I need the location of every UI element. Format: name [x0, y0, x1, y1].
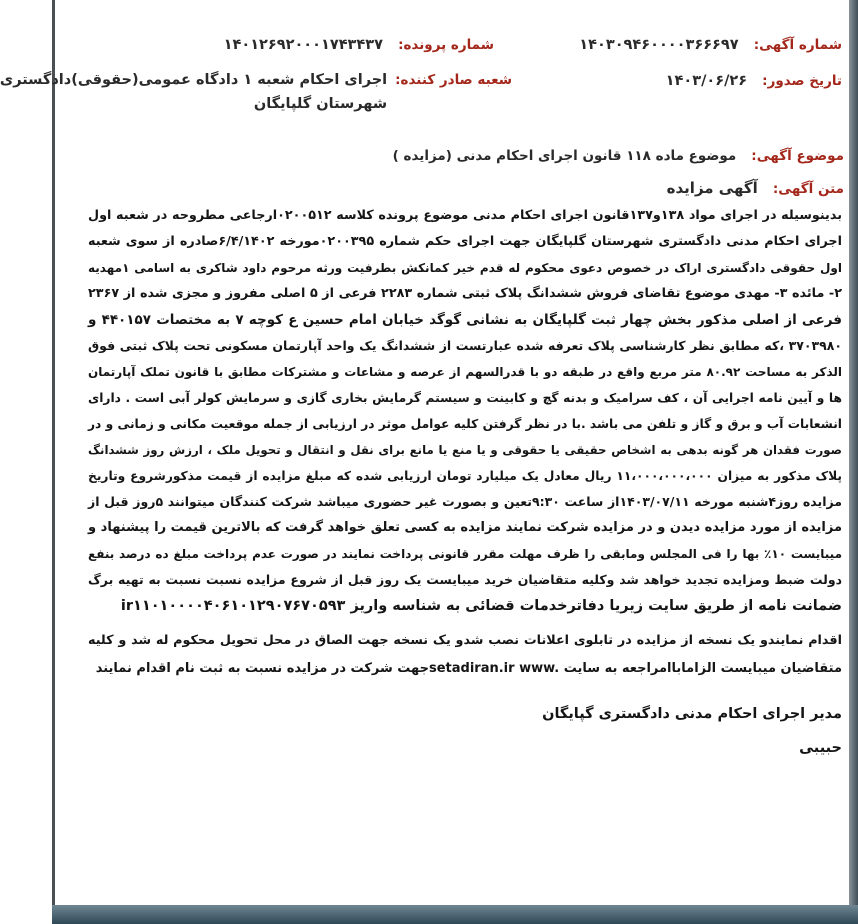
closing-line: اقدام نمایندو یک نسخه از مزایده در تابلوی اعلانات نصب شدو یک نسخه جهت الصاق در محل تحویل محکوم له شد و کلیه [88, 633, 842, 648]
notice-text-label: متن آگهی: [772, 181, 844, 197]
case-number-label: شماره پرونده: [398, 37, 494, 53]
notice-text-heading [667, 177, 844, 200]
body-line: پلاک مذکور به میزان ۱۱،۰۰۰،۰۰۰،۰۰۰ ریال معادل یک میلیارد تومان ارزیابی شده که مبلغ مزایده از قیمت مذکورشروع وتاریخ [88, 469, 842, 483]
closing-paragraph [88, 627, 842, 683]
body-line: اجرای احکام مدنی دادگستری شهرستان گلپایگان جهت اجرای حکم شماره ۰۲۰۰۳۹۵مورخه ۶/۴/۱۴۰۲صادره از سوی شعبه [88, 234, 842, 249]
body-line: دولت ضبط ومزایده تجدید خواهد شد وکلیه متقاضیان خرید میبایست یک روز قبل از شروع مزایده نسبت نسبت به تهیه برگ [88, 572, 842, 587]
issue-date-label: تاریخ صدور: [762, 73, 842, 89]
body-line: الذکر به مساحت ۸۰.۹۲ متر مربع واقع در طبقه دو با قدرالسهم از عرصه و مشاعات و مشترکات مطابق با قانون تملک آپارتمان [88, 365, 843, 379]
body-line: صورت فقدان هر گونه بدهی به اشخاص حقیقی یا حقوقی و یا منع یا مانع برای نقل و انتقال و تحویل ملک ، ارزش روز ششدانگ [88, 443, 842, 457]
issuing-branch-value [0, 68, 387, 116]
body-line: انشعابات آب و برق و گاز و تلفن می باشد .با در نظر گرفتن کلیه عوامل موثر در ارزیابی از جمله موقعیت مکانی و زمانی و در [88, 417, 842, 431]
signature-name: حبیبی [799, 740, 842, 756]
notice-subject-value: موضوع ماده ۱۱۸ قانون اجرای احکام مدنی (مزایده ) [392, 148, 737, 164]
closing-text-after-url: جهت شرکت در مزایده نسبت به ثبت نام اقدام نمایند [95, 661, 429, 676]
body-line: فرعی از اصلی مذکور بخش چهار ثبت گلپایگان به نشانی گوگد خیابان امام حسین ع کوچه ۷ به مختصات ۴۴۰۱۵۷ و [88, 312, 843, 328]
issue-date [666, 69, 842, 92]
issuing-branch-value-line: اجرای احکام شعبه ۱ دادگاه عمومی(حقوقی)دادگستری [0, 72, 388, 88]
case-number-value: ۱۴۰۱۲۶۹۲۰۰۰۱۷۴۳۴۳۷ [223, 37, 383, 53]
notice-number-value: ۱۴۰۳۰۹۴۶۰۰۰۰۳۶۶۶۹۷ [579, 37, 739, 53]
closing-line [88, 655, 842, 683]
body-line: بدینوسیله در اجرای مواد ۱۳۸و۱۳۷قانون اجرای احکام مدنی موضوع پرونده کلاسه ۰۲۰۰۵۱۲ارجاعی مطروحه در شعبه اول [88, 208, 843, 223]
body-line: ها و آیین نامه اجرایی آن ، کف سرامیک و بدنه گچ و کابینت و سیستم گرمایش بخاری گازی و سرمایش کولر آبی است . دارای [88, 391, 842, 405]
body-line: ضمانت نامه از طریق سایت زیریا دفاترخدمات قضائی به شناسه واریز ir۱۱۰۱۰۰۰۰۴۰۶۱۰۱۲۹۰۷۶۷۰۵۹۳ [120, 598, 842, 614]
issuing-branch [0, 68, 512, 116]
closing-text-before-url: متقاضیان میبایست الزاماباامراجعه به سایت [559, 661, 842, 676]
frame-left-edge [52, 0, 55, 924]
body-line: اول حقوقی دادگستری اراک در خصوص دعوی محکوم له قدم خیر کمانکش بطرفیت ورثه مرحوم داود شاکری به اسامی ۱مهدیه [88, 261, 842, 275]
issuing-branch-value-line: شهرستان گلپایگان [253, 96, 388, 112]
notice-subject-label: موضوع آگهی: [751, 148, 844, 164]
body-line: مزایده روز۴شنبه مورخه ۱۴۰۳/۰۷/۱۱از ساعت ۹:۳۰تعین و بصورت غیر حضوری میباشد شرکت کنندگان میتوانند ۵روز قبل از [88, 494, 842, 509]
notice-text-title: آگهی مزایده [666, 179, 758, 197]
notice-subject [393, 144, 844, 167]
website-url: setadiran.ir www. [429, 661, 560, 676]
body-line: ۳۷۰۳۹۸۰ ،که مطابق نظر کارشناسی پلاک تعرفه شده عبارتست از ششدانگ یک واحد آپارتمان مسکونی تحت پلاک ثبتی فوق [88, 338, 842, 353]
notice-body [88, 203, 842, 619]
issue-date-value: ۱۴۰۳/۰۶/۲۶ [665, 73, 748, 89]
body-line: ۲- مائده ۳- مهدی موضوع تقاضای فروش ششدانگ پلاک ثبتی شماره ۲۲۸۳ فرعی از ۵ اصلی مفروز و مجزی شده از ۲۳۶۷ [88, 286, 843, 301]
frame-right-edge [849, 0, 858, 924]
body-line: میبایست ۱۰٪ بها را فی المجلس ومابقی را ظرف مهلت مقرر قانونی پرداخت نمایند در صورت عدم پرداخت مبلغ ده درصد بنفع [88, 547, 842, 561]
case-number [224, 33, 494, 56]
issuing-branch-label: شعبه صادر کننده: [395, 72, 512, 88]
notice-number [579, 33, 842, 56]
frame-bottom-edge [52, 905, 858, 924]
signature-title: مدیر اجرای احکام مدنی دادگستری گپایگان [542, 706, 842, 722]
notice-number-label: شماره آگهی: [753, 37, 842, 53]
body-line: مزایده از مورد مزایده دیدن و در مزایده شرکت نمایند مزایده به کسی تعلق خواهد گرفت که بالاترین قیمت را پیشنهاد و [88, 520, 842, 535]
